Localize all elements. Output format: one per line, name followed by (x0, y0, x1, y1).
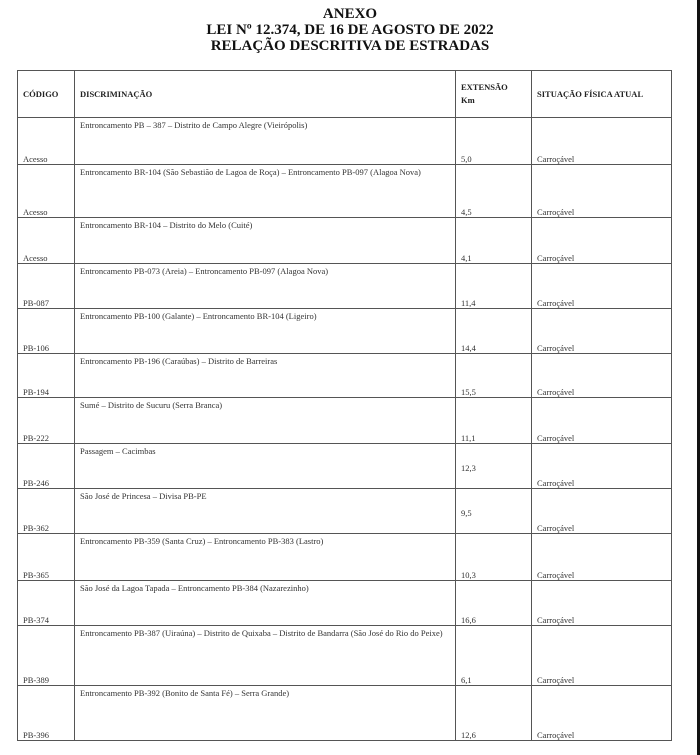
road-description: Entroncamento PB-100 (Galante) – Entroncamento BR-104 (Ligeiro) (75, 309, 456, 354)
road-status: Carroçável (532, 686, 672, 741)
road-code: PB-087 (18, 264, 75, 309)
road-description: Entroncamento PB-387 (Uiraúna) – Distrito de Quixaba – Distrito de Bandarra (São José do Rio do Peixe) (75, 626, 456, 686)
road-status: Carroçável (532, 309, 672, 354)
road-description: Sumé – Distrito de Sucuru (Serra Branca) (75, 398, 456, 444)
road-extension: 14,4 (456, 309, 532, 354)
road-extension: 12,6 (456, 686, 532, 741)
road-code: PB-374 (18, 581, 75, 626)
road-code: PB-396 (18, 686, 75, 741)
table-row (18, 489, 672, 534)
road-code: PB-246 (18, 444, 75, 489)
road-code: PB-106 (18, 309, 75, 354)
title-description: RELAÇÃO DESCRITIVA DE ESTRADAS (210, 38, 490, 54)
road-status: Carroçável (532, 581, 672, 626)
road-status: Carroçável (532, 354, 672, 398)
table-row (18, 444, 672, 489)
road-status: Carroçável (532, 118, 672, 165)
road-description: Entroncamento BR-104 (São Sebastião de Lagoa de Roça) – Entroncamento PB-097 (Alagoa Nova) (75, 165, 456, 218)
road-description: Entroncamento PB-392 (Bonito de Santa Fé) – Serra Grande) (75, 686, 456, 741)
road-code: PB-194 (18, 354, 75, 398)
road-code: Acesso (18, 218, 75, 264)
table-row (18, 218, 672, 264)
road-extension: 11,4 (456, 264, 532, 309)
header-status: SITUAÇÃO FÍSICA ATUAL (532, 71, 672, 118)
table-row (18, 165, 672, 218)
road-description: Entroncamento PB – 387 – Distrito de Campo Alegre (Vieirópolis) (75, 118, 456, 165)
road-description: São José de Princesa – Divisa PB-PE (75, 489, 456, 534)
table-row (18, 118, 672, 165)
table-row (18, 354, 672, 398)
title-annex: ANEXO (322, 6, 378, 22)
roads-table (17, 70, 672, 741)
table-row (18, 626, 672, 686)
road-extension: 4,5 (456, 165, 532, 218)
table-row (18, 264, 672, 309)
document-header (0, 6, 700, 54)
road-description: Entroncamento PB-359 (Santa Cruz) – Entroncamento PB-383 (Lastro) (75, 534, 456, 581)
road-code: Acesso (18, 165, 75, 218)
road-extension: 12,3 (456, 444, 532, 489)
road-extension: 16,6 (456, 581, 532, 626)
road-status: Carroçável (532, 534, 672, 581)
road-status: Carroçável (532, 626, 672, 686)
title-law: LEI Nº 12.374, DE 16 DE AGOSTO DE 2022 (206, 22, 494, 38)
road-description: Entroncamento PB-196 (Caraúbas) – Distrito de Barreiras (75, 354, 456, 398)
road-code: PB-222 (18, 398, 75, 444)
table-row (18, 686, 672, 741)
road-code: PB-365 (18, 534, 75, 581)
table-header-row (18, 71, 672, 118)
road-extension: 11,1 (456, 398, 532, 444)
road-status: Carroçável (532, 489, 672, 534)
road-extension: 6,1 (456, 626, 532, 686)
road-extension: 5,0 (456, 118, 532, 165)
table-row (18, 534, 672, 581)
road-extension: 10,3 (456, 534, 532, 581)
road-code: Acesso (18, 118, 75, 165)
road-code: PB-362 (18, 489, 75, 534)
road-status: Carroçável (532, 398, 672, 444)
road-status: Carroçável (532, 444, 672, 489)
road-extension: 15,5 (456, 354, 532, 398)
road-extension: 4,1 (456, 218, 532, 264)
table-row (18, 581, 672, 626)
road-status: Carroçável (532, 218, 672, 264)
road-code: PB-389 (18, 626, 75, 686)
road-description: Entroncamento BR-104 – Distrito do Melo (Cuité) (75, 218, 456, 264)
header-extension-label: EXTENSÃO (461, 82, 508, 92)
road-extension: 9,5 (456, 489, 532, 534)
road-status: Carroçável (532, 165, 672, 218)
road-description: Passagem – Cacimbas (75, 444, 456, 489)
header-extension-unit: Km (461, 95, 475, 105)
header-code: CÓDIGO (18, 71, 75, 118)
road-description: São José da Lagoa Tapada – Entroncamento PB-384 (Nazarezinho) (75, 581, 456, 626)
header-extension (456, 71, 532, 118)
road-status: Carroçável (532, 264, 672, 309)
table-row (18, 309, 672, 354)
road-description: Entroncamento PB-073 (Areia) – Entroncamento PB-097 (Alagoa Nova) (75, 264, 456, 309)
header-description: DISCRIMINAÇÃO (75, 71, 456, 118)
table-row (18, 398, 672, 444)
